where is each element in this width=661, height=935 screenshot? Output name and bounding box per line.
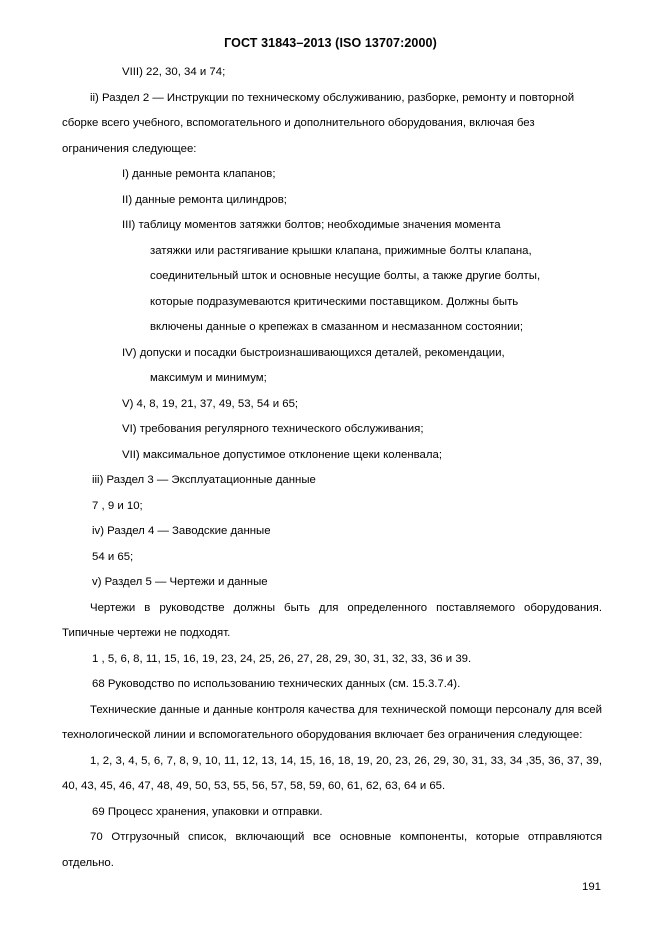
list-item: ii) Раздел 2 — Инструкции по техническому обслуживанию, разборке, ремонту и повторной сборке всего учебного, вспомогательного и дополнительного оборудования, включая без ограничения следующее: bbox=[62, 91, 575, 155]
list-item: 1 , 5, 6, 8, 11, 15, 16, 19, 23, 24, 25, 26, 27, 28, 29, 30, 31, 32, 33, 36 и 39. bbox=[92, 652, 472, 665]
list-item: 7 , 9 и 10; bbox=[92, 499, 143, 512]
list-item: II) данные ремонта цилиндров; bbox=[122, 193, 287, 206]
paragraph: Чертежи в руководстве должны быть для определенного поставляемого оборудования. Типичные чертежи не подходят. bbox=[62, 601, 602, 639]
list-item: iv) Раздел 4 — Заводские данные bbox=[92, 525, 271, 537]
list-item: III) таблицу моментов затяжки болтов; необходимые значения момента bbox=[122, 219, 501, 231]
list-item: VII) максимальное допустимое отклонение щеки коленвала; bbox=[122, 448, 443, 461]
list-item: I) данные ремонта клапанов; bbox=[122, 168, 276, 180]
list-item-continuation: затяжки или растягивание крышки клапана, прижимные болты клапана, bbox=[150, 244, 532, 257]
list-item: 54 и 65; bbox=[92, 550, 134, 563]
list-item-continuation: которые подразумеваются критическими поставщиком. Должны быть bbox=[150, 295, 519, 308]
list-item: iii) Раздел 3 — Эксплуатационные данные bbox=[92, 474, 316, 486]
paragraph: Технические данные и данные контроля качества для технической помощи персоналу для всей технологической линии и вспомогательного оборудования включает без ограничения следующее: bbox=[62, 703, 602, 741]
page-header: ГОСТ 31843–2013 (ISO 13707:2000) bbox=[224, 36, 437, 50]
list-item: VI) требования регулярного технического обслуживания; bbox=[122, 423, 424, 435]
list-item-continuation: включены данные о крепежах в смазанном и несмазанном состоянии; bbox=[150, 321, 524, 333]
clause-item: 69 Процесс хранения, упаковки и отправки. bbox=[92, 805, 323, 818]
number-list: 1, 2, 3, 4, 5, 6, 7, 8, 9, 10, 11, 12, 13, 14, 15, 16, 18, 19, 20, 23, 26, 29, 30, 31, 33, 34 ,35, 36, 37, 39, 40, 43, 45, 46, 47, 48, 49, 50, 53, 55, 56, 57, 58, 59, 60, 61, 62, 63, 64 и 65. bbox=[62, 754, 602, 792]
list-item-continuation: соединительный шток и основные несущие болты, а также другие болты, bbox=[150, 270, 541, 282]
list-item-continuation: максимум и минимум; bbox=[150, 372, 267, 384]
clause-item: 68 Руководство по использованию технических данных (см. 15.3.7.4). bbox=[92, 678, 461, 690]
list-item: IV) допуски и посадки быстроизнашивающихся деталей, рекомендации, bbox=[122, 346, 505, 359]
list-item: VIII) 22, 30, 34 и 74; bbox=[122, 66, 226, 78]
list-item: v) Раздел 5 — Чертежи и данные bbox=[92, 576, 268, 588]
page-content bbox=[62, 60, 602, 876]
list-item: V) 4, 8, 19, 21, 37, 49, 53, 54 и 65; bbox=[122, 397, 299, 410]
clause-item: 70 Отгрузочный список, включающий все основные компоненты, которые отправляются отдельно. bbox=[62, 831, 602, 869]
page-number: 191 bbox=[581, 881, 601, 893]
